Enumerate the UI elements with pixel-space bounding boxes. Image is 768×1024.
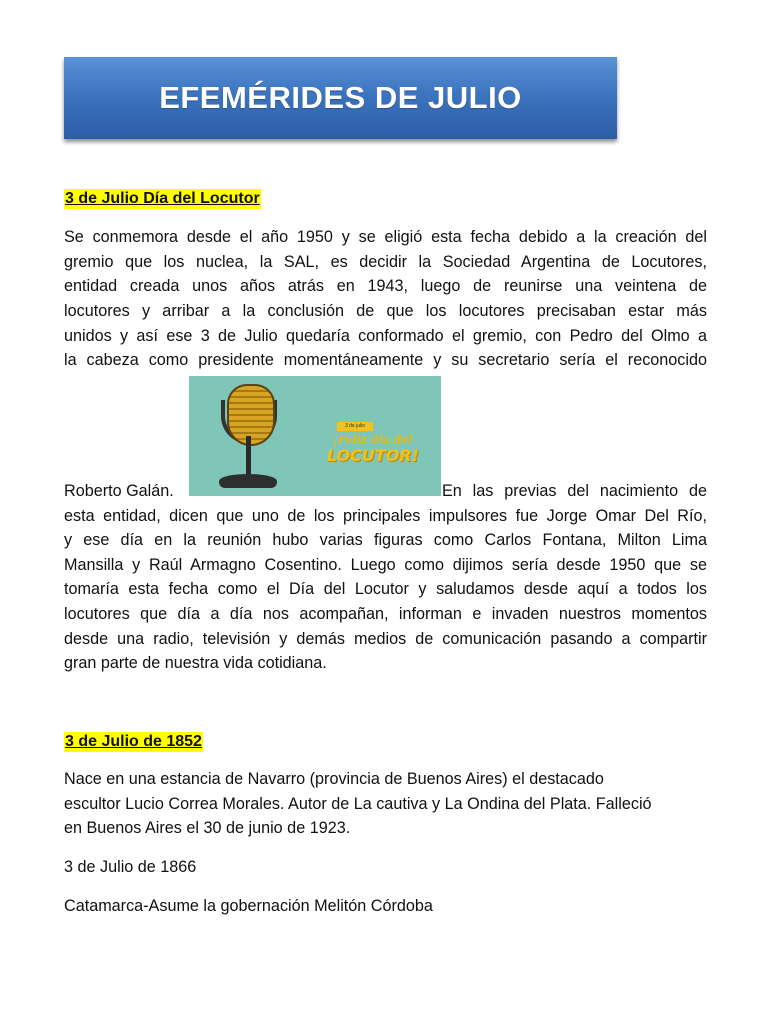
title-banner (64, 57, 617, 139)
section3-date: 3 de Julio de 1866 (64, 858, 197, 876)
paragraph-line: entidad creada unos años atrás en 1943, luego de reunirse una veintena de (64, 277, 707, 295)
paragraph-line: locutores y arribar a la conclusión de que los locutores precisaban estar más (64, 302, 707, 320)
image-date-tag: 3 de julio (337, 422, 373, 431)
paragraph-line: escultor Lucio Correa Morales. Autor de La cautiva y La Ondina del Plata. Falleció (64, 795, 652, 813)
section1-heading: 3 de Julio Día del Locutor (65, 190, 260, 207)
paragraph-line: esta entidad, dicen que uno de los principales impulsores fue Jorge Omar Del Río, (64, 507, 707, 525)
paragraph-line: unidos y así ese 3 de Julio quedaría conformado el gremio, con Pedro del Olmo a (64, 327, 707, 345)
section3-event: Catamarca-Asume la gobernación Melitón Córdoba (64, 897, 433, 915)
paragraph-line: gremio que los nuclea, la SAL, es decidir la Sociedad Argentina de Locutores, (64, 253, 707, 271)
paragraph-line: tomaría esta fecha como el Día del Locutor y saludamos desde aquí a todos los (64, 580, 707, 598)
paragraph-line: Se conmemora desde el año 1950 y se eligió esta fecha debido a la creación del (64, 228, 707, 246)
paragraph-line: Mansilla y Raúl Armagno Cosentino. Luego como dijimos sería desde 1950 que se (64, 556, 707, 574)
image-greeting: ¡Feliz día del (333, 433, 413, 446)
paragraph-line: gran parte de nuestra vida cotidiana. (64, 654, 327, 672)
paragraph-line: locutores que día a día nos acompañan, informan e invaden nuestros momentos (64, 605, 707, 623)
section2-heading: 3 de Julio de 1852 (65, 733, 202, 750)
microphone-icon (227, 384, 275, 446)
microphone-stand (246, 436, 251, 476)
paragraph-line: desde una radio, televisión y demás medios de comunicación pasando a compartir (64, 630, 707, 648)
paragraph-line: en Buenos Aires el 30 de junio de 1923. (64, 819, 351, 837)
paragraph-line: Nace en una estancia de Navarro (provincia de Buenos Aires) el destacado (64, 770, 604, 788)
microphone-base (219, 474, 277, 488)
name-before-image: Roberto Galán. (64, 482, 174, 500)
paragraph-line: la cabeza como presidente momentáneamente y su secretario sería el reconocido (64, 351, 707, 369)
page-title: EFEMÉRIDES DE JULIO (159, 80, 522, 115)
image-locutor-word: LOCUTOR! (326, 446, 420, 465)
dia-del-locutor-image (189, 376, 441, 496)
paragraph-line: y ese día en la reunión hubo varias figuras como Carlos Fontana, Milton Lima (64, 531, 707, 549)
text-after-image: En las previas del nacimiento de (442, 482, 707, 500)
